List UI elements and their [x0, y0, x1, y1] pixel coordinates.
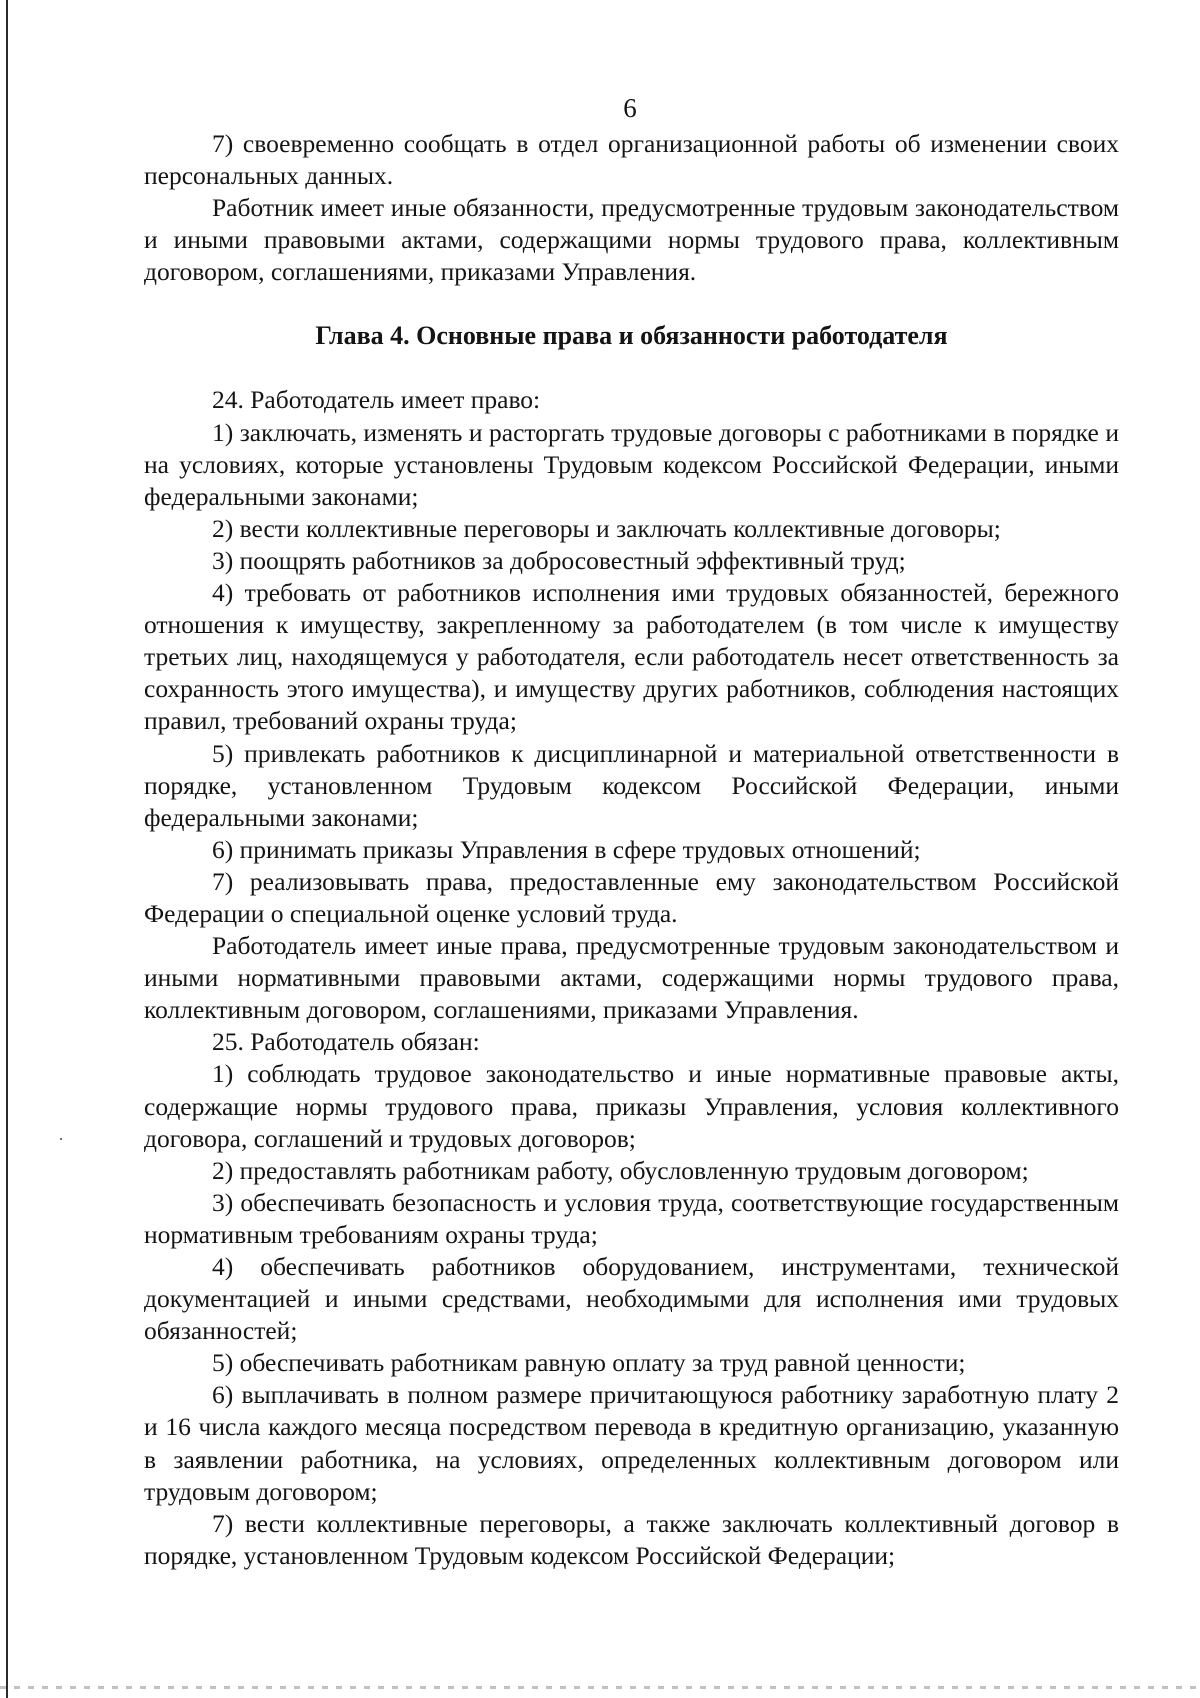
- paragraph-25-item-1: 1) соблюдать трудовое законодательство и иные нормативные правовые акты, содержащие нормы трудового права, приказы Управления, условия коллективного договора, соглашений и трудовых договоров;: [144, 1059, 1119, 1153]
- document-body: [144, 128, 1119, 1572]
- paragraph-24-item-2: 2) вести коллективные переговоры и заключать коллективные договоры;: [212, 513, 1001, 543]
- scan-left-edge: [6, 0, 8, 1698]
- paragraph-24-item-1: 1) заключать, изменять и расторгать трудовые договоры с работниками в порядке и на условиях, которые установлены Трудовым кодексом Российской Федерации, иными федеральными законами;: [144, 417, 1119, 511]
- paragraph-employee-other-duties: Работник имеет иные обязанности, предусмотренные трудовым законодательством и иными правовыми актами, содержащими нормы трудового права, коллективным договором, соглашениями, приказами Управления.: [144, 193, 1119, 287]
- paragraph-25-item-7: 7) вести коллективные переговоры, а также заключать коллективный договор в порядке, установленном Трудовым кодексом Российской Федерации;: [144, 1508, 1119, 1570]
- paragraph-employer-other-rights: Работодатель имеет иные права, предусмотренные трудовым законодательством и иными нормативными правовыми актами, содержащими нормы трудового права, коллективным договором, соглашениями, приказами Управления.: [144, 931, 1119, 1025]
- paragraph-24-item-6: 6) принимать приказы Управления в сфере трудовых отношений;: [212, 834, 921, 864]
- paragraph-obligation-7: 7) своевременно сообщать в отдел организационной работы об изменении своих персональных данных.: [144, 129, 1119, 191]
- paragraph-24-item-7: 7) реализовывать права, предоставленные ему законодательством Российской Федерации о специальной оценке условий труда.: [144, 866, 1119, 928]
- paragraph-24-item-3: 3) поощрять работников за добросовестный эффективный труд;: [212, 545, 906, 575]
- paragraph-24-item-5: 5) привлекать работников к дисциплинарной и материальной ответственности в порядке, установленном Трудовым кодексом Российской Федерации, иными федеральными законами;: [144, 738, 1119, 832]
- paragraph-25-item-6: 6) выплачивать в полном размере причитающуюся работнику заработную плату 2 и 16 числа каждого месяца посредством перевода в кредитную организацию, указанную в заявлении работника, на условиях, определенных коллективным договором или трудовым договором;: [144, 1380, 1119, 1506]
- paragraph-24-item-4: 4) требовать от работников исполнения ими трудовых обязанностей, бережного отношения к имуществу, закрепленному за работодателем (в том числе к имуществу третьих лиц, находящемуся у работодателя, если работодатель несет ответственность за сохранность этого имущества), и имуществу других работников, соблюдения настоящих правил, требований охраны труда;: [144, 578, 1119, 736]
- paragraph-25-item-4: 4) обеспечивать работников оборудованием, инструментами, технической документацией и иными средствами, необходимыми для исполнения ими трудовых обязанностей;: [144, 1252, 1119, 1346]
- scan-speck: [60, 1138, 62, 1140]
- paragraph-25-item-5: 5) обеспечивать работникам равную оплату за труд равной ценности;: [212, 1348, 966, 1378]
- paragraph-25-intro: 25. Работодатель обязан:: [212, 1027, 480, 1057]
- page-number: 6: [623, 93, 637, 123]
- paragraph-24-intro: 24. Работодатель имеет право:: [212, 385, 541, 415]
- chapter-heading: Глава 4. Основные права и обязанности работодателя: [315, 321, 948, 351]
- paragraph-25-item-2: 2) предоставлять работникам работу, обусловленную трудовым договором;: [212, 1155, 1029, 1185]
- paragraph-25-item-3: 3) обеспечивать безопасность и условия труда, соответствующие государственным нормативным требованиям охраны труда;: [144, 1187, 1119, 1249]
- scan-bottom-edge: [0, 1686, 1200, 1689]
